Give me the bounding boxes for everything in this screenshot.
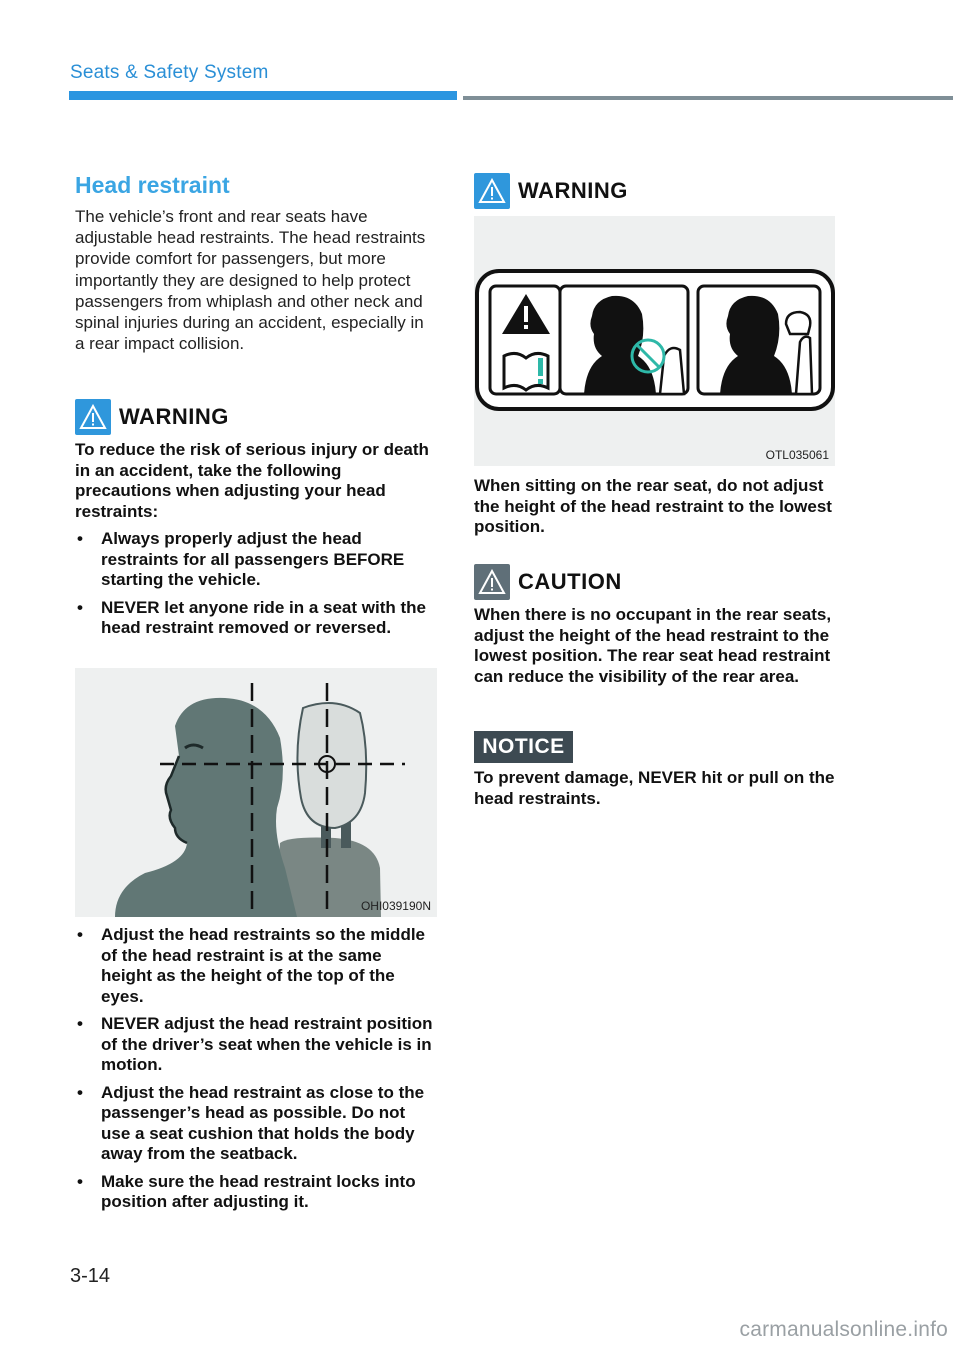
warning-heading-2 bbox=[474, 173, 628, 209]
restraint-bullet-list bbox=[75, 925, 437, 1213]
section-title: Head restraint bbox=[75, 172, 230, 198]
head-restraint-alignment-figure bbox=[75, 668, 437, 917]
intro-paragraph: The vehicle’s front and rear seats have adjustable head restraints. The head restraints provide comfort for passengers, but more importantly they are designed to help protect passengers from whiplash and other neck and spinal injuries during an accident, especially in a rear impact collision. bbox=[75, 207, 426, 354]
warning-lead-1: To reduce the risk of serious injury or death in an accident, take the following precautions when adjusting your head restraints: bbox=[75, 440, 429, 521]
list-item: • NEVER let anyone ride in a seat with the head restraint removed or reversed. bbox=[75, 598, 437, 639]
head-alignment-illustration bbox=[75, 668, 437, 917]
list-item: • Adjust the head restraint as close to the passenger’s head as possible. Do not use a seat cushion that holds the body away from the seatback. bbox=[75, 1083, 437, 1165]
caution-text: When there is no occupant in the rear seats, adjust the height of the head restraint to the lowest position. The rear seat head restraint can reduce the visibility of the rear area. bbox=[474, 605, 832, 686]
warning-bullets-1 bbox=[75, 529, 437, 639]
figure-code-1: OHI039190N bbox=[360, 899, 431, 913]
restraint-bullets bbox=[75, 918, 437, 1213]
list-item: • Always properly adjust the head restraints for all passengers BEFORE starting the vehicle. bbox=[75, 529, 437, 591]
warning-text-2: When sitting on the rear seat, do not adjust the height of the head restraint to the lowest position. bbox=[474, 476, 832, 536]
caution-triangle-icon bbox=[474, 564, 510, 600]
rear-seat-warning-figure bbox=[474, 216, 835, 466]
notice-badge: NOTICE bbox=[474, 731, 573, 763]
section-header: Seats & Safety System bbox=[70, 62, 269, 83]
list-item: • Adjust the head restraints so the middle of the head restraint is at the same height as the height of the top of the eyes. bbox=[75, 925, 437, 1007]
caution-label: CAUTION bbox=[518, 569, 622, 594]
list-item: • NEVER adjust the head restraint position of the driver’s seat when the vehicle is in motion. bbox=[75, 1014, 437, 1076]
notice-text: To prevent damage, NEVER hit or pull on the head restraints. bbox=[474, 768, 835, 808]
warning-label-1: WARNING bbox=[119, 404, 229, 429]
warning-body-1 bbox=[75, 440, 437, 639]
caution-heading bbox=[474, 564, 622, 600]
warning-triangle-icon bbox=[474, 173, 510, 209]
page-number: 3-14 bbox=[70, 1265, 111, 1287]
figure-code-2: OTL035061 bbox=[765, 448, 829, 462]
warning-label-2: WARNING bbox=[518, 178, 628, 203]
warning-heading-1 bbox=[75, 399, 229, 435]
watermark: carmanualsonline.info bbox=[739, 1318, 948, 1341]
header-rule-gray bbox=[463, 96, 953, 100]
header-rule-accent bbox=[69, 91, 457, 100]
rear-seat-warning-illustration bbox=[474, 216, 835, 466]
warning-triangle-icon bbox=[75, 399, 111, 435]
list-item: • Make sure the head restraint locks into position after adjusting it. bbox=[75, 1172, 437, 1213]
